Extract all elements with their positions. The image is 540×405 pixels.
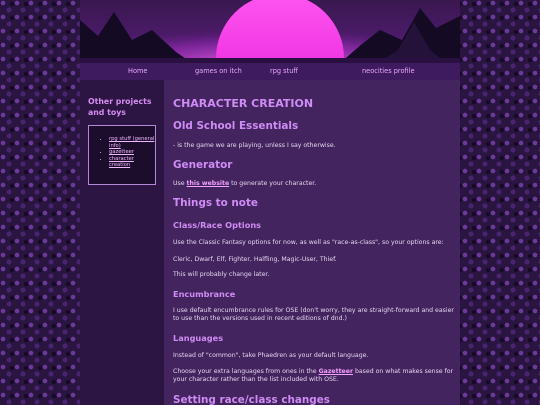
setting-changes-heading: Setting race/class changes [173,394,330,405]
top-nav [80,63,460,80]
nav-games-on-itch[interactable]: games on itch [195,67,242,75]
sidebar [80,80,164,405]
sidebar-title: Other projects and toys [88,97,152,117]
generator-text-post: to generate your character. [229,180,317,187]
sidebar-link-gazetteer[interactable]: gazetteer [109,149,134,155]
class-race-note: This will probably change later. [173,271,270,278]
nav-home[interactable]: Home [128,67,148,75]
languages-text: Instead of "common", take Phaedren as your default language. [173,352,369,359]
languages-extra-post: based on what makes sense for your character rather than the list included with OSE. [173,368,454,384]
ose-text: - is the game we are playing, unless I say otherwise. [173,142,336,149]
page-wrapper [80,0,460,405]
encumbrance-text: I use default encumbrance rules for OSE (don't worry, they are straight-forward and easier to use than the versions used in recent editions of dnd.) [173,307,454,323]
encumbrance-heading: Encumbrance [173,289,236,299]
class-race-list: Cleric, Dwarf, Elf, Fighter, Halfling, Magic-User, Thief. [173,256,337,263]
class-race-heading: Class/Race Options [173,220,262,230]
sidebar-links-list [89,136,155,169]
nav-neocities-profile[interactable]: neocities profile [362,67,415,75]
sidebar-item-character-creation [109,156,155,169]
synthwave-sunset-illustration [80,0,460,63]
generator-text [173,180,455,188]
nav-rpg-stuff[interactable]: rpg stuff [270,67,298,75]
languages-heading: Languages [173,333,224,343]
sidebar-item-rpg-stuff [109,136,155,149]
things-heading: Things to note [173,197,258,209]
page-title: CHARACTER CREATION [173,97,314,110]
ose-heading: Old School Essentials [173,120,299,132]
languages-extra-pre: Choose your extra languages from ones in the [173,368,319,375]
gazetteer-link[interactable]: Gazetteer [318,368,353,375]
generator-heading: Generator [173,159,233,171]
class-race-text: Use the Classic Fantasy options for now, as well as "race-as-class", so your options are: [173,239,444,246]
languages-extra-text [173,368,455,385]
sidebar-links-box [88,125,156,185]
sidebar-link-character-creation[interactable]: character creation [109,155,134,168]
generator-text-pre: Use [173,180,187,187]
generator-link[interactable]: this website [186,180,230,187]
main-content [164,80,460,405]
sidebar-link-rpg-stuff[interactable]: rpg stuff (general info) [109,136,155,149]
header-banner [80,0,460,63]
